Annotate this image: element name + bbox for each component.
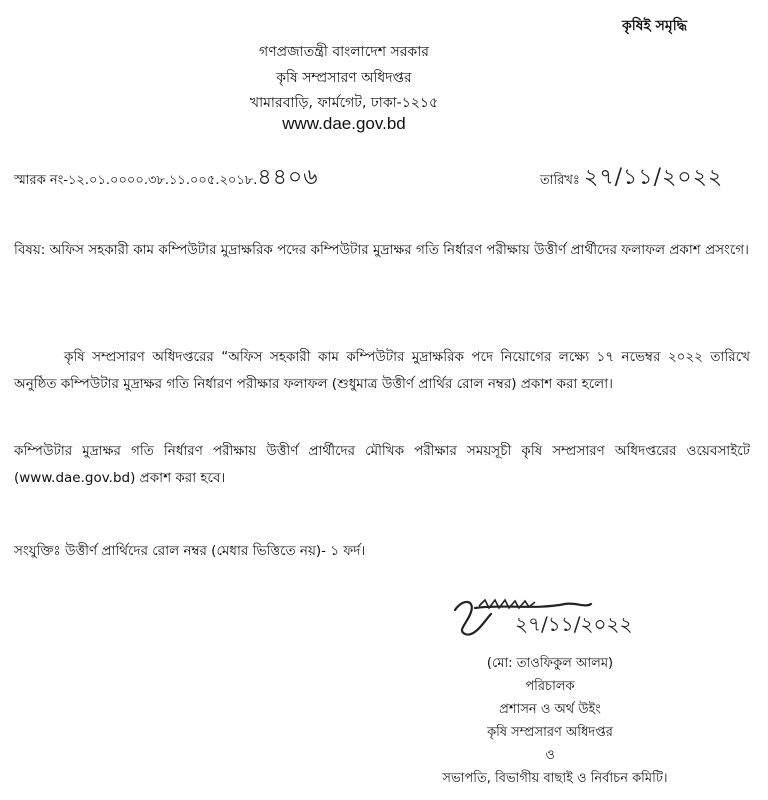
website-url: www.dae.gov.bd <box>282 114 406 133</box>
memo-handwritten-number: ৪৪০৬ <box>257 165 319 190</box>
signatory-department: কৃষি সম্প্রসারণ অধিদপ্তর <box>487 725 613 740</box>
body-paragraph-1: কৃষি সম্প্রসারণ অধিদপ্তরের “অফিস সহকারী কাম কম্পিউটার মুদ্রাক্ষরিক পদে নিয়োগের লক্ষ্যে ১৭ নভেম্বর ২০২২ তারিখে অনুষ্ঠিত কম্পিউটার মুদ্রাক্ষর গতি নির্ধারণ পরীক্ষার ফলাফল (শুধুমাত্র উত্তীর্ণ প্রার্থির রোল নম্বর) প্রকাশ করা হলো। <box>14 349 750 392</box>
signatory-and: ও <box>545 748 555 763</box>
signatory-committee: সভাপতি, বিভাগীয় বাছাই ও নির্বাচন কমিটি। <box>442 771 668 786</box>
signatory-title: পরিচালক <box>525 679 575 694</box>
signatory-name: (মো: তাওফিকুল আলম) <box>486 656 614 671</box>
letter-date <box>540 160 723 197</box>
date-handwritten-value: ২৭/১১/২০২২ <box>584 165 724 190</box>
date-label: তারিখঃ <box>540 173 580 188</box>
attachment-note: সংযুক্তিঃ উত্তীর্ণ প্রার্থিদের রোল নম্বর (মেধার ভিত্তিতে নয়)- ১ ফর্দ। <box>14 543 366 559</box>
department-name: কৃষি সম্প্রসারণ অধিদপ্তর <box>276 70 412 86</box>
office-address: খামারবাড়ি, ফার্মগেট, ঢাকা-১২১৫ <box>249 95 439 111</box>
signature-date: ২৭/১১/২০২২ <box>515 612 633 636</box>
memo-label: স্মারক নং-১২.০১.০০০০.৩৮.১১.০০৫.২০১৮. <box>14 173 258 188</box>
signatory-wing: প্রশাসন ও অর্থ উইং <box>499 702 601 717</box>
signature <box>445 590 705 650</box>
government-name: গণপ্রজাতন্ত্রী বাংলাদেশ সরকার <box>259 44 429 60</box>
body-paragraph-2: কম্পিউটার মুদ্রাক্ষর গতি নির্ধারণ পরীক্ষায় উত্তীর্ণ প্রার্থীদের মৌখিক পরীক্ষার সময়সূচী কৃষি সম্প্রসারণ অধিদপ্তরের ওয়েবসাইটে (www.dae.gov.bd) প্রকাশ করা হবে। <box>14 443 750 486</box>
subject-line: বিষয়: অফিস সহকারী কাম কম্পিউটার মুদ্রাক্ষরিক পদের কম্পিউটার মুদ্রাক্ষর গতি নির্ধারণ পরীক্ষায় উত্তীর্ণ প্রার্থীদের ফলাফল প্রকাশ প্রসংগে। <box>14 242 749 258</box>
memo-number <box>14 160 319 197</box>
slogan: কৃষিই সমৃদ্ধি <box>622 18 687 34</box>
